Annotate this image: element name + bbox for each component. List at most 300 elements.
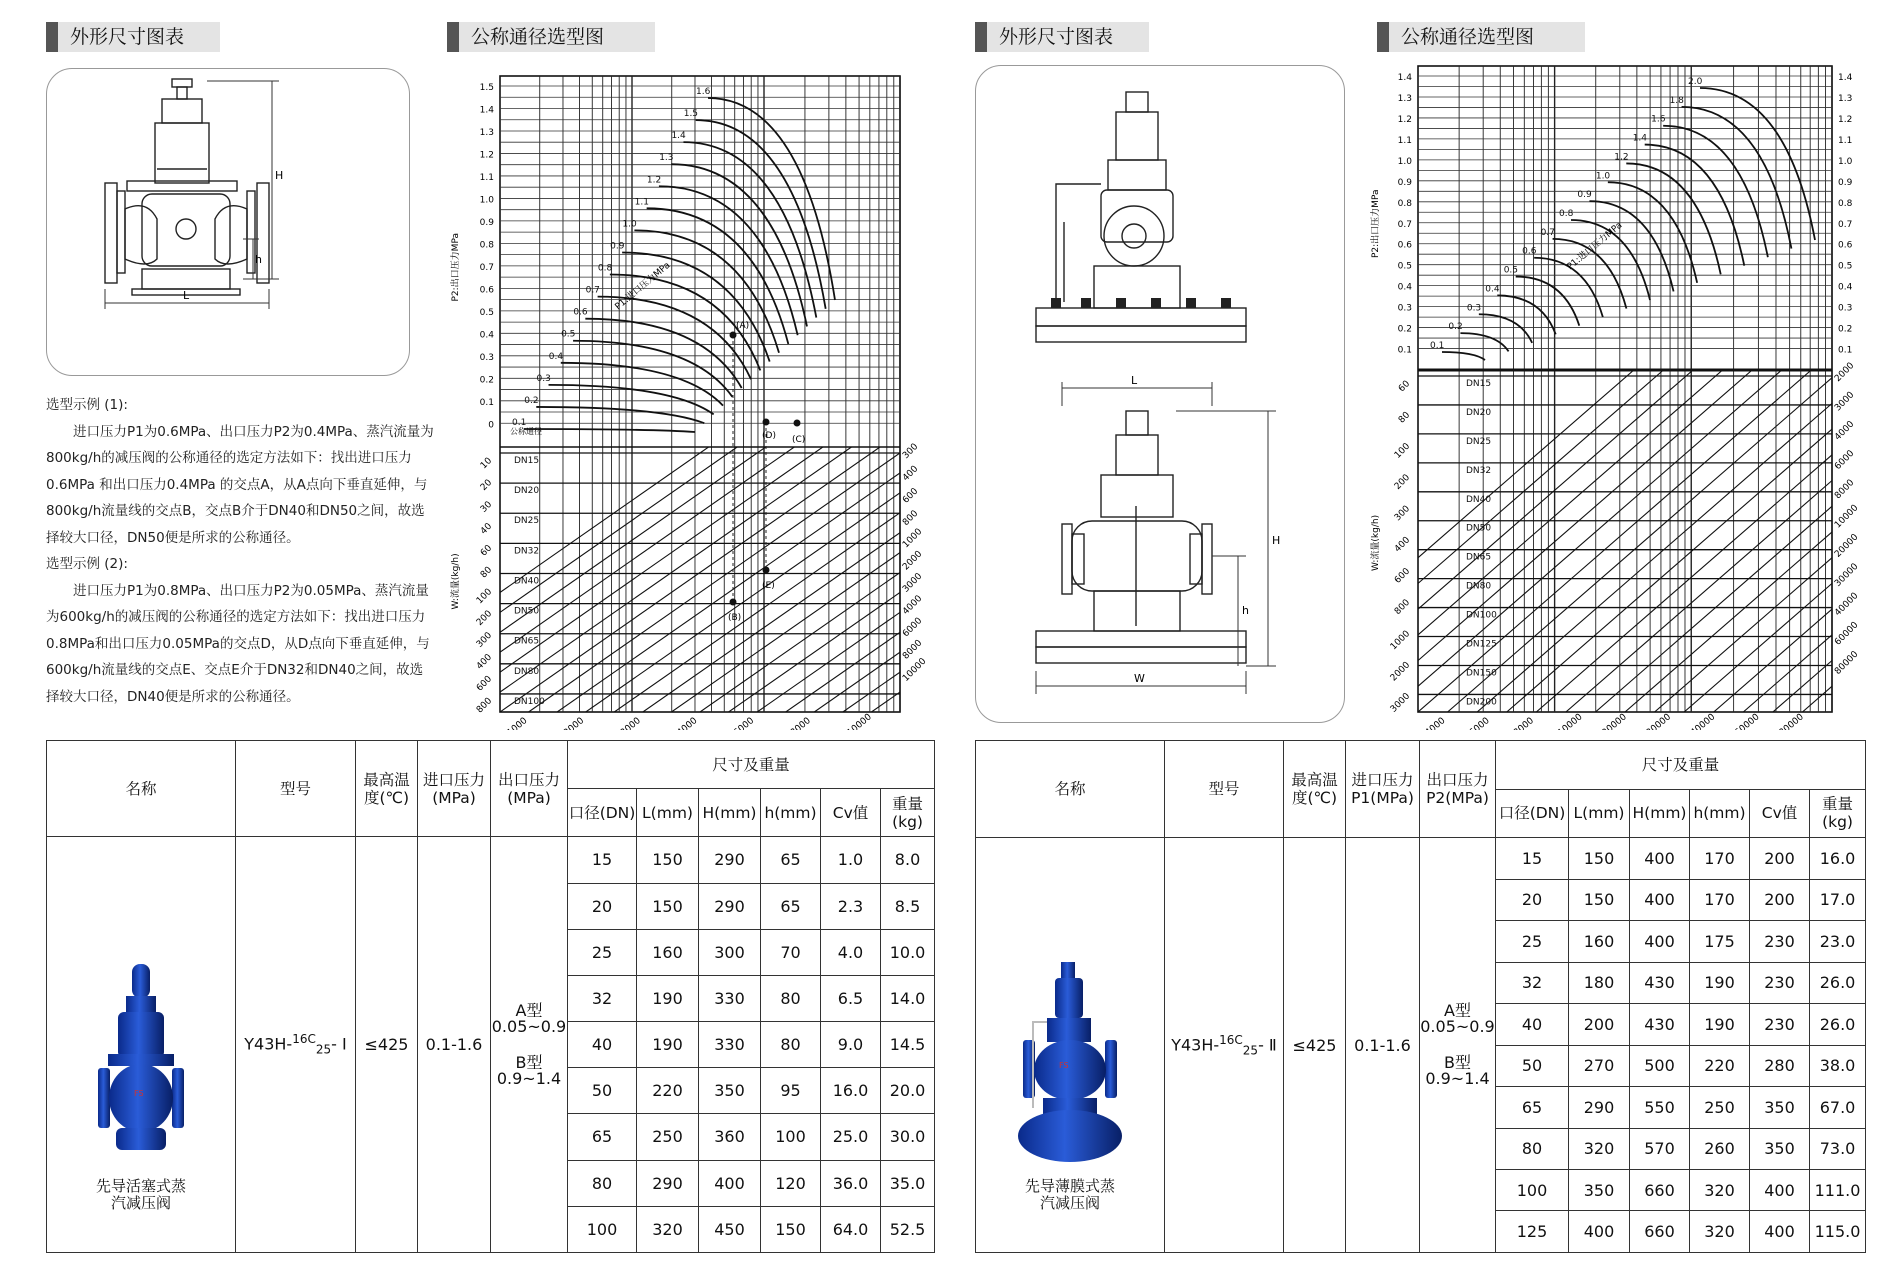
example-point [763, 567, 770, 574]
dimension-section-title: 外形尺寸图表 [46, 22, 220, 52]
dn-label: DN25 [514, 516, 540, 527]
header-dn: 口径(DN) [1496, 789, 1569, 838]
flow-line [1388, 370, 1781, 715]
flow-tick-right: 800 [901, 508, 921, 528]
p1-curve [1442, 352, 1485, 360]
flow-tick-bottom: 4000 [675, 715, 700, 730]
dn-label: DN20 [514, 486, 540, 497]
flow-tick-right: 8000 [901, 638, 925, 662]
table-row: 40 200 430 190 230 26.0 [976, 1004, 1866, 1045]
h-cell: 65 [761, 837, 821, 883]
example-point-label: (E) [762, 581, 775, 591]
flow-tick-right: 2000 [901, 549, 925, 573]
header-temp: 最高温度(℃) [1284, 741, 1346, 838]
p1-curve-label: 1.4 [671, 131, 686, 142]
flow-line [1862, 370, 1890, 712]
table-row: 40 190 330 80 9.0 14.5 [47, 1022, 935, 1068]
flow-tick-left: 300 [474, 630, 495, 650]
dn-label: DN32 [1466, 465, 1492, 476]
header-model: 型号 [1165, 741, 1284, 838]
flow-line [757, 447, 960, 712]
p2-tick-label: 1.2 [1397, 114, 1412, 125]
header-L: L(mm) [1569, 789, 1630, 838]
header-cv: Cv值 [821, 789, 881, 837]
flow-tick-bottom: 6000 [1467, 715, 1492, 730]
table-row: 25 160 300 70 4.0 10.0 [47, 929, 935, 975]
header-temp: 最高温度(℃) [356, 741, 418, 837]
right-spec-table [975, 740, 1866, 1253]
H-cell: 290 [699, 837, 761, 883]
curve-param-label: P1:进口压力MPa [613, 260, 673, 313]
flow-tick-bottom: 2000 [562, 715, 587, 730]
header-p1: 进口压力(MPa) [418, 741, 491, 837]
table-row: 32 190 330 80 6.5 14.0 [47, 975, 935, 1021]
flow-tick-left: 100 [474, 587, 495, 607]
flow-line [529, 447, 909, 712]
flow-line [729, 447, 960, 712]
p2-tick-label: 0.6 [479, 285, 494, 296]
p1-curve [1626, 163, 1720, 274]
p2-tick-label-right: 1.2 [1838, 114, 1853, 125]
flow-tick-right: 60000 [1833, 620, 1861, 648]
p1-curve-label: 0.7 [585, 285, 600, 296]
flow-tick-left: 400 [1392, 535, 1413, 555]
flow-line [1684, 370, 1890, 712]
p1-curve-label: 0.8 [1559, 209, 1574, 219]
product-cell [976, 838, 1165, 1253]
header-L: L(mm) [637, 789, 699, 837]
flow-line [1477, 370, 1870, 712]
dim-label-h: h [1242, 604, 1249, 617]
header-h: h(mm) [1690, 789, 1750, 838]
p2-tick-label-right: 0.5 [1838, 261, 1853, 272]
product-name: 先导薄膜式蒸汽减压阀 [1025, 1177, 1116, 1212]
flow-tick-left: 20 [478, 477, 495, 494]
right-nominal-diameter-chart [1360, 60, 1890, 730]
svg-text:FS: FS [1059, 1061, 1069, 1070]
p1-curve-label: 0.1 [1430, 341, 1445, 351]
flow-line [557, 447, 937, 712]
p2-tick-label-right: 0.2 [1838, 324, 1853, 335]
flow-tick-bottom: 4000 [1423, 715, 1448, 730]
p1-curve-label: 0.5 [561, 329, 576, 340]
header-p2: 出口压力(MPa) [491, 741, 568, 837]
p1-curve [585, 319, 741, 388]
p1-curve [1608, 182, 1697, 283]
table-row: 100 320 450 150 64.0 52.5 [47, 1206, 935, 1252]
y-axis-title-bottom: W:流量(kg/h) [1371, 514, 1381, 571]
p1-curve [561, 363, 723, 406]
header-h: h(mm) [761, 789, 821, 837]
flow-tick-right: 4000 [1833, 419, 1857, 443]
p1-curve-label: 0.4 [1485, 284, 1500, 295]
dn-label: DN40 [514, 576, 540, 587]
example2-title: 选型示例 (2): [46, 556, 128, 572]
header-H: H(mm) [1630, 789, 1690, 838]
y-axis-title-top: P2:出口压力MPa [451, 233, 461, 302]
flow-line [1418, 370, 1811, 712]
flow-tick-left: 40 [478, 521, 495, 537]
dn-label: DN125 [1466, 639, 1497, 650]
flow-tick-right: 1000 [901, 526, 925, 551]
p1-curve-label: 1.8 [1669, 95, 1684, 106]
table-row: 65 250 360 100 25.0 30.0 [47, 1114, 935, 1160]
flow-tick-bottom: 60000 [1733, 712, 1762, 730]
p2-tick-label: 0.2 [479, 375, 494, 386]
p2-tick-label: 0.6 [1397, 240, 1412, 251]
flow-tick-right: 2000 [1833, 360, 1857, 385]
flow-line [500, 447, 880, 712]
p1-cell: 0.1-1.6 [418, 837, 491, 1253]
p2-tick-label: 0.5 [1397, 261, 1412, 272]
example-point-label: (A) [736, 321, 750, 331]
p2-tick-label-right: 0.6 [1838, 240, 1853, 251]
dn-label: DN100 [514, 696, 545, 707]
p1-curve-label: 0.9 [610, 241, 625, 252]
p2-tick-label: 1.4 [479, 105, 494, 116]
dn-label: DN20 [1466, 407, 1492, 418]
flow-tick-bottom: 1000 [505, 715, 530, 730]
p1-curve-label: 1.1 [634, 197, 649, 208]
flow-line [1832, 370, 1890, 712]
example-point-label: (B) [728, 613, 742, 623]
example-point-label: (D) [762, 431, 776, 441]
p2-tick-label: 0.7 [1397, 219, 1412, 230]
p1-curve [634, 230, 779, 352]
left-nominal-diameter-chart [440, 60, 960, 730]
p2-tick-label-right: 1.0 [1838, 156, 1853, 167]
model-cell: Y43H-$^{16C}_{25}$- Ⅰ [236, 837, 356, 1253]
p1-curve-label: 1.0 [622, 219, 637, 230]
h-cell: 170 [1690, 838, 1750, 879]
table-row: 32 180 430 190 230 26.0 [976, 962, 1866, 1003]
flow-tick-right: 40000 [1833, 590, 1861, 619]
weight-cell: 16.0 [1810, 838, 1866, 879]
example-point [763, 419, 770, 426]
dn-label: DN32 [514, 546, 540, 557]
flow-tick-bottom: 6000 [732, 715, 757, 730]
p1-curve-label: 0.6 [573, 307, 588, 318]
dn-label: DN15 [1466, 379, 1492, 389]
flow-tick-left: 80 [1396, 410, 1413, 426]
piston-valve-dimension-drawing [46, 68, 410, 376]
example1-title: 选型示例 (1): [46, 397, 128, 413]
flow-line [957, 447, 960, 712]
p2-tick-label: 1.4 [1397, 73, 1412, 83]
piston-valve-photo [96, 958, 186, 1168]
header-model: 型号 [236, 741, 356, 837]
flow-tick-right: 600 [901, 486, 921, 506]
flow-tick-left: 60 [478, 543, 495, 559]
p2-tick-label-right: 1.1 [1838, 135, 1853, 146]
product-cell [47, 837, 236, 1253]
flow-tick-right: 10000 [901, 656, 929, 684]
p2-tick-label: 1.5 [479, 83, 494, 93]
temp-cell: ≤425 [356, 837, 418, 1253]
p2-tick-label: 1.2 [479, 150, 494, 161]
flow-tick-bottom: 10000 [1556, 712, 1585, 730]
p1-curve-label: 0.2 [524, 395, 539, 406]
p2-tick-label-right: 0.3 [1838, 303, 1853, 314]
flow-line [440, 447, 794, 712]
flow-tick-bottom: 30000 [1644, 712, 1674, 730]
table-row: 100 350 660 320 400 111.0 [976, 1170, 1866, 1211]
p2-tick-label-right: 1.4 [1838, 73, 1853, 83]
header-dims: 尺寸及重量 [1496, 741, 1866, 790]
selection-examples [46, 392, 436, 710]
flow-tick-left: 800 [474, 696, 495, 716]
flow-tick-right: 3000 [1833, 390, 1857, 414]
p2-tick-label: 0.4 [1397, 282, 1412, 293]
p1-curve-label: 1.3 [659, 153, 674, 164]
flow-tick-left: 60 [1396, 379, 1413, 395]
dn-label: DN200 [1466, 697, 1497, 708]
cv-cell: 200 [1750, 838, 1810, 879]
p1-curve-label: 1.4 [1632, 133, 1648, 144]
cv-cell: 1.0 [821, 837, 881, 883]
p1-curve-label: 0.2 [1448, 322, 1463, 333]
flow-tick-right: 3000 [901, 571, 925, 595]
weight-cell: 8.0 [881, 837, 935, 883]
flow-tick-left: 3000 [1388, 691, 1413, 715]
flow-tick-bottom: 3000 [618, 715, 643, 730]
p1-curve [524, 429, 695, 432]
dn-label: DN40 [1466, 494, 1492, 505]
flow-tick-right: 80000 [1833, 649, 1861, 677]
p1-curve-label: 0.9 [1577, 190, 1592, 201]
p1-curve-label: 0.3 [1466, 303, 1482, 314]
flow-tick-right: 30000 [1833, 561, 1861, 590]
flow-tick-left: 300 [1392, 504, 1413, 524]
p1-curve-label: 1.2 [646, 175, 662, 186]
dn-cell: 15 [568, 837, 637, 883]
model-cell: Y43H-$^{16C}_{25}$- Ⅱ [1165, 838, 1284, 1253]
p2-tick-label: 0.1 [479, 397, 494, 408]
flow-tick-bottom: 10000 [845, 712, 874, 730]
table-row: 80 290 400 120 36.0 35.0 [47, 1160, 935, 1206]
p2-tick-label: 1.3 [1397, 93, 1412, 104]
p2-tick-label: 0.1 [1397, 345, 1412, 356]
dn-label: DN15 [514, 456, 540, 466]
example-point [794, 420, 801, 427]
L-cell: 150 [1569, 838, 1630, 879]
p2-tick-label: 0.8 [1397, 198, 1412, 209]
p2-tick-label: 0.2 [1397, 324, 1412, 335]
dn-label: DN80 [1466, 581, 1492, 592]
p2-tick-label: 0.7 [479, 262, 494, 273]
flow-tick-left: 100 [1392, 441, 1413, 461]
header-weight: 重量(kg) [1810, 789, 1866, 838]
p1-curve-label: 0.3 [536, 373, 551, 384]
left-spec-table [46, 740, 935, 1253]
header-cv: Cv值 [1750, 789, 1810, 838]
table-row: 25 160 400 175 230 23.0 [976, 921, 1866, 962]
flow-line [1360, 370, 1752, 715]
table-row: 125 400 660 320 400 115.0 [976, 1211, 1866, 1253]
example-point [730, 332, 737, 339]
flow-line [1743, 370, 1890, 712]
p2-tick-label-right: 0.1 [1838, 345, 1853, 356]
y-axis-title-top: P2:出口压力MPa [1371, 189, 1381, 258]
L-cell: 150 [637, 837, 699, 883]
flow-tick-bottom: 80000 [1777, 712, 1806, 730]
p2-tick-label: 0.9 [1397, 177, 1412, 188]
p1-curve-label: 0.6 [1522, 246, 1537, 257]
example1-text: 进口压力P1为0.6MPa、出口压力P2为0.4MPa、蒸汽流量为800kg/h的减压阀的公称通径的选定方法如下：找出进口压力0.6MPa 和出口压力0.4MPa 的交点A，从A点向下垂直延伸，与800kg/h流量线的交点B，交点B介于DN40和DN50之间，故选择较大口径，DN50便是所求的公称通径。 [46, 423, 434, 546]
diaphragm-valve-photo [1015, 958, 1125, 1168]
p1-curve-label: 0.4 [548, 351, 564, 362]
p2-tick-label-right: 0.4 [1838, 282, 1853, 293]
dim-label-h: h [255, 253, 262, 266]
p1-curve-label: 1.2 [1614, 152, 1629, 163]
p2-tick-label: 1.0 [1397, 156, 1412, 167]
chart-section-title: 公称通径选型图 [447, 22, 655, 52]
table-row: 50 270 500 220 280 38.0 [976, 1045, 1866, 1086]
p1-curve [1497, 295, 1555, 334]
dim-label-H: H [275, 169, 284, 182]
flow-tick-right: 10000 [1833, 503, 1861, 531]
dn-label: DN50 [1466, 523, 1492, 534]
flow-tick-left: 400 [474, 652, 495, 672]
H-cell: 400 [1630, 838, 1690, 879]
p1-curve [536, 407, 704, 423]
p1-curve-label: 1.6 [1651, 114, 1666, 125]
curve-param-label: P1:进口压力MPa [1565, 220, 1625, 273]
nominal-label: 公称通径 [510, 427, 542, 436]
p2-tick-label-right: 0.9 [1838, 177, 1853, 188]
dn-cell: 15 [1496, 838, 1569, 879]
flow-line [586, 447, 960, 712]
table-row: 65 290 550 250 350 67.0 [976, 1087, 1866, 1128]
p2-tick-label-right: 0.8 [1838, 198, 1853, 209]
flow-tick-bottom: 20000 [1600, 712, 1629, 730]
p1-curve-label: 2.0 [1688, 77, 1703, 87]
p2-cell: A型 0.05~0.9 B型 0.9~1.4 [491, 837, 568, 1253]
flow-tick-left: 600 [474, 674, 495, 694]
p2-tick-label: 0.8 [479, 240, 494, 251]
flow-tick-left: 600 [1392, 566, 1413, 586]
p2-tick-label-right: 0.7 [1838, 219, 1853, 230]
flow-tick-left: 800 [1392, 597, 1413, 617]
dn-label: DN50 [514, 606, 540, 617]
flow-tick-bottom: 8000 [1512, 715, 1536, 730]
left-chart-svg [440, 60, 960, 730]
p2-tick-label: 0.4 [479, 330, 494, 341]
table-row: 50 220 350 95 16.0 20.0 [47, 1068, 935, 1114]
dim-label-H: H [1272, 534, 1281, 547]
p1-curve-label: 0.7 [1540, 227, 1555, 238]
temp-cell: ≤425 [1284, 838, 1346, 1253]
p2-tick-label: 0.5 [479, 307, 494, 318]
header-p2: 出口压力P2(MPa) [1420, 741, 1496, 838]
flow-tick-left: 2000 [1388, 660, 1413, 684]
dn-label: DN80 [514, 666, 540, 677]
flow-line [843, 447, 960, 712]
dn-label: DN150 [1466, 668, 1497, 679]
dn-label: DN65 [514, 636, 540, 647]
header-name: 名称 [47, 741, 236, 837]
p1-curve-label: 1.6 [696, 87, 711, 97]
p2-tick-label: 0.9 [479, 217, 494, 228]
p1-curve-label: 1.0 [1595, 171, 1611, 182]
p2-tick-label: 1.0 [479, 195, 494, 206]
p1-curve-label: 0.5 [1503, 265, 1519, 276]
flow-tick-left: 200 [474, 608, 495, 629]
svg-text:FS: FS [134, 1089, 144, 1098]
dn-label: DN25 [1466, 436, 1492, 447]
header-dn: 口径(DN) [568, 789, 637, 837]
flow-tick-right: 20000 [1833, 532, 1861, 560]
p1-cell: 0.1-1.6 [1346, 838, 1420, 1253]
flow-tick-left: 30 [478, 499, 495, 515]
example-point-label: (C) [792, 435, 806, 445]
flow-tick-left: 10 [478, 456, 495, 472]
p2-tick-label-right: 1.3 [1838, 93, 1853, 104]
flow-tick-right: 6000 [1833, 448, 1857, 472]
dim-label-L: L [1131, 374, 1138, 387]
p2-tick-label: 0.3 [1397, 303, 1412, 314]
chart-frame [500, 76, 900, 712]
flow-tick-left: 200 [1392, 472, 1413, 492]
flow-tick-bottom: 40000 [1689, 712, 1718, 730]
p2-cell: A型 0.05~0.9 B型 0.9~1.4 [1420, 838, 1496, 1253]
example-point [730, 599, 737, 606]
dim-label-W: W [1134, 672, 1145, 685]
y-axis-title-bottom: W:流量(kg/h) [451, 553, 461, 610]
p1-curve [647, 208, 789, 344]
flow-line [929, 447, 960, 712]
example2-text: 进口压力P1为0.8MPa、出口压力P2为0.05MPa、蒸汽流量为600kg/h的减压阀的公称通径的选定方法如下：找出进口压力0.8MPa和出口压力0.05MPa的交点D，从D点向下垂直延伸，与600kg/h流量线的交点E、交点E介于DN32和DN40之间，故选择较大口径，DN40便是所求的公称通径。 [46, 582, 430, 705]
header-p1: 进口压力P1(MPa) [1346, 741, 1420, 838]
flow-tick-left: 80 [478, 565, 495, 581]
flow-tick-right: 4000 [901, 593, 925, 618]
header-name: 名称 [976, 741, 1165, 838]
flow-line [786, 447, 960, 712]
p1-curve-label: 1.5 [683, 109, 699, 120]
dn-label: DN65 [1466, 552, 1492, 563]
header-dims: 尺寸及重量 [568, 741, 935, 789]
p1-curve-label: 0.1 [512, 418, 527, 428]
table-row: 80 320 570 260 350 73.0 [976, 1128, 1866, 1169]
flow-line [1448, 370, 1841, 712]
right-dimension-section-title: 外形尺寸图表 [975, 22, 1149, 52]
dim-label-L: L [183, 289, 190, 302]
flow-tick-left: 1000 [1388, 628, 1413, 653]
table-row: 20 150 290 65 2.3 8.5 [47, 883, 935, 929]
p1-curve [708, 98, 835, 300]
p2-tick-label: 1.3 [479, 127, 494, 138]
flow-tick-right: 6000 [901, 616, 925, 640]
flow-tick-bottom: 8000 [788, 715, 813, 730]
right-chart-section-title: 公称通径选型图 [1377, 22, 1585, 52]
header-weight: 重量(kg) [881, 789, 935, 837]
flow-tick-right: 300 [901, 441, 921, 462]
flow-tick-right: 8000 [1833, 477, 1857, 502]
table-row: 20 150 400 170 200 17.0 [976, 879, 1866, 920]
flow-tick-right: 400 [901, 464, 921, 484]
p1-curve [573, 341, 732, 397]
dn-label: DN100 [1466, 610, 1497, 621]
p2-tick-label: 1.1 [1397, 135, 1412, 146]
right-chart-svg [1360, 60, 1890, 730]
diaphragm-valve-dimension-drawing [975, 65, 1345, 723]
header-H: H(mm) [699, 789, 761, 837]
product-name: 先导活塞式蒸汽减压阀 [96, 1177, 187, 1212]
p1-curve-label: 0.8 [597, 263, 613, 274]
p2-tick-label: 0 [488, 420, 494, 431]
p2-tick-label: 1.1 [479, 172, 494, 183]
p2-tick-label: 0.3 [479, 352, 494, 363]
